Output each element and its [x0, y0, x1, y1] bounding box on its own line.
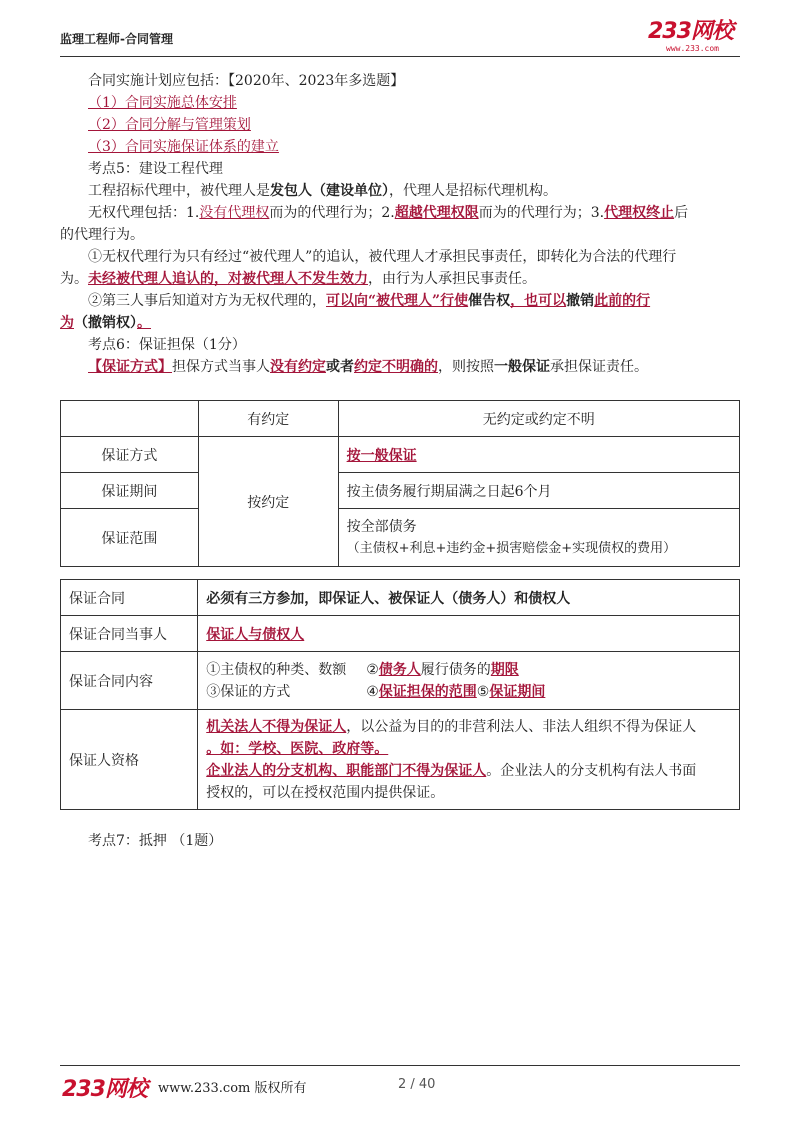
page-number: 2 / 40: [398, 1077, 436, 1092]
text: ，则按照: [438, 359, 494, 375]
text: ③保证的方式: [206, 683, 291, 700]
highlight: 保证担保的范围: [378, 683, 477, 700]
text-line: [206, 738, 731, 760]
paragraph: [60, 180, 740, 202]
highlight: 期限: [490, 661, 519, 678]
footer-logo: 233网校: [62, 1077, 147, 1102]
brand-logo: [648, 20, 740, 53]
text: 履行债务的: [420, 661, 491, 678]
highlight: 未经被代理人追认的，对被代理人不发生效力: [88, 271, 368, 287]
highlight: 没有约定: [270, 359, 326, 375]
table-row: [61, 652, 740, 710]
text: （3）合同实施保证体系的建立: [88, 139, 279, 155]
row-label: 保证合同当事人: [61, 616, 198, 652]
highlight: 代理权终止: [604, 205, 675, 221]
text: 承担保证责任。: [550, 359, 648, 375]
highlight: 企业法人的分支机构、职能部门不得为保证人: [206, 762, 487, 779]
paragraph: [60, 70, 740, 92]
row-label: 保证期间: [61, 473, 199, 509]
row-label: 保证合同: [61, 580, 198, 616]
text: ⑤: [476, 683, 490, 700]
logo-text: 233网校: [648, 19, 733, 44]
paragraph: [60, 246, 740, 268]
table-cell: [198, 616, 740, 652]
header-divider: [60, 56, 740, 57]
text: ②: [366, 661, 379, 678]
text: 。企业法人的分支机构有法人书面: [486, 762, 697, 779]
highlight: 。如：学校、医院、政府等。: [206, 740, 389, 757]
list-item: [60, 136, 740, 158]
document-title: 监理工程师-合同管理: [60, 32, 173, 46]
table-cell: 必须有三方参加，即保证人、被保证人（债务人）和债权人: [198, 580, 740, 616]
logo-url: www.233.com: [666, 44, 719, 53]
text: ①主债权的种类、数额: [206, 661, 347, 678]
text: 按全部债务: [346, 518, 417, 535]
table-row: [61, 580, 740, 616]
text: ，代理人是招标代理机构。: [389, 183, 557, 199]
text: 无权代理包括：1.: [88, 205, 200, 221]
text: 担保方式当事人: [172, 359, 270, 375]
text-line: [206, 782, 731, 804]
agreed-cell: 按约定: [198, 437, 338, 567]
text: 而为的代理行为；3.: [478, 205, 605, 221]
table-header-row: [61, 401, 740, 437]
text: 工程招标代理中，被代理人是: [88, 183, 270, 199]
list-item: [60, 114, 740, 136]
text: （主债权+利息+违约金+损害赔偿金+实现债权的费用）: [346, 540, 677, 556]
text: 的代理行为。: [60, 227, 144, 243]
footer-divider: [60, 1065, 740, 1066]
text-line: [206, 659, 731, 681]
text-line: [206, 716, 731, 738]
text: ②第三人事后知道对方为无权代理的，: [88, 293, 326, 309]
text: ④: [366, 683, 379, 700]
table-row: [61, 473, 740, 509]
text: ，由行为人承担民事责任。: [368, 271, 536, 287]
paragraph: [60, 356, 740, 378]
section-heading: [60, 334, 740, 356]
guarantee-comparison-table: [60, 400, 740, 567]
text-line: [206, 681, 731, 703]
highlight: 【保证方式】: [88, 359, 172, 375]
list-item: [60, 92, 740, 114]
emphasis: 一般保证: [494, 359, 550, 375]
highlight: 机关法人不得为保证人: [206, 718, 347, 735]
text-line: [206, 760, 731, 782]
highlight: 按一般保证: [346, 447, 417, 464]
text: （2）合同分解与管理策划: [88, 117, 251, 133]
table-row: [61, 710, 740, 810]
text: ①无权代理行为只有经过“被代理人”的追认，被代理人才承担民事责任，即转化为合法的代理行: [88, 249, 677, 265]
text: （1）合同实施总体安排: [88, 95, 237, 111]
text: 考点6：保证担保（1分）: [88, 337, 246, 353]
table-header-cell: [61, 401, 199, 437]
text: 而为的代理行为；2.: [269, 205, 395, 221]
highlight: 保证人与债权人: [206, 626, 305, 643]
paragraph-continued: [60, 268, 740, 290]
footer-copyright: www.233.com 版权所有: [158, 1081, 307, 1096]
row-label: 保证方式: [61, 437, 199, 473]
highlight: 为: [60, 315, 74, 331]
highlight: 保证期间: [489, 683, 546, 700]
highlight: 超越代理权限: [394, 205, 479, 221]
text: 后: [674, 205, 689, 221]
table-row: [61, 437, 740, 473]
paragraph: [60, 202, 740, 224]
emphasis: （撤销权）: [74, 315, 137, 331]
emphasis: 撤销: [566, 293, 595, 309]
emphasis: 发包人（建设单位）: [270, 183, 389, 199]
section-heading: 考点7：抵押 （1题）: [88, 833, 223, 849]
table-cell: [338, 509, 739, 567]
table-cell: [198, 652, 740, 710]
row-label: 保证人资格: [61, 710, 198, 810]
text: 合同实施计划应包括：【2020年、2023年多选题】: [88, 73, 405, 89]
highlight: 此前的行: [594, 293, 651, 309]
table-header-cell: 无约定或约定不明: [338, 401, 739, 437]
emphasis: 或者: [326, 359, 354, 375]
emphasis: 催告权: [468, 293, 511, 309]
row-label: 保证合同内容: [61, 652, 198, 710]
highlight: 。: [137, 315, 151, 331]
highlight: 债务人: [378, 661, 421, 678]
text: ，以公益为目的的非营利法人、非法人组织不得为保证人: [346, 718, 697, 735]
table-row: [61, 509, 740, 567]
main-content: [60, 70, 740, 378]
row-label: 保证范围: [61, 509, 199, 567]
table-row: [61, 616, 740, 652]
text: 为。: [60, 271, 88, 287]
highlight: 没有代理权: [199, 205, 270, 221]
guarantee-contract-table: [60, 579, 740, 810]
table-header-cell: 有约定: [198, 401, 338, 437]
highlight: 约定不明确的: [354, 359, 438, 375]
highlight: 可以向“被代理人”行使: [326, 293, 469, 309]
text: 授权的，可以在授权范围内提供保证。: [206, 784, 445, 801]
table-cell: 按主债务履行期届满之日起6个月: [338, 473, 739, 509]
highlight: ，也可以: [510, 293, 567, 309]
table-cell: [338, 437, 739, 473]
paragraph-continued: [60, 312, 740, 334]
text: 考点5：建设工程代理: [88, 161, 223, 177]
paragraph-continued: [60, 224, 740, 246]
paragraph: [60, 290, 740, 312]
table-cell: [198, 710, 740, 810]
section-heading: [60, 158, 740, 180]
